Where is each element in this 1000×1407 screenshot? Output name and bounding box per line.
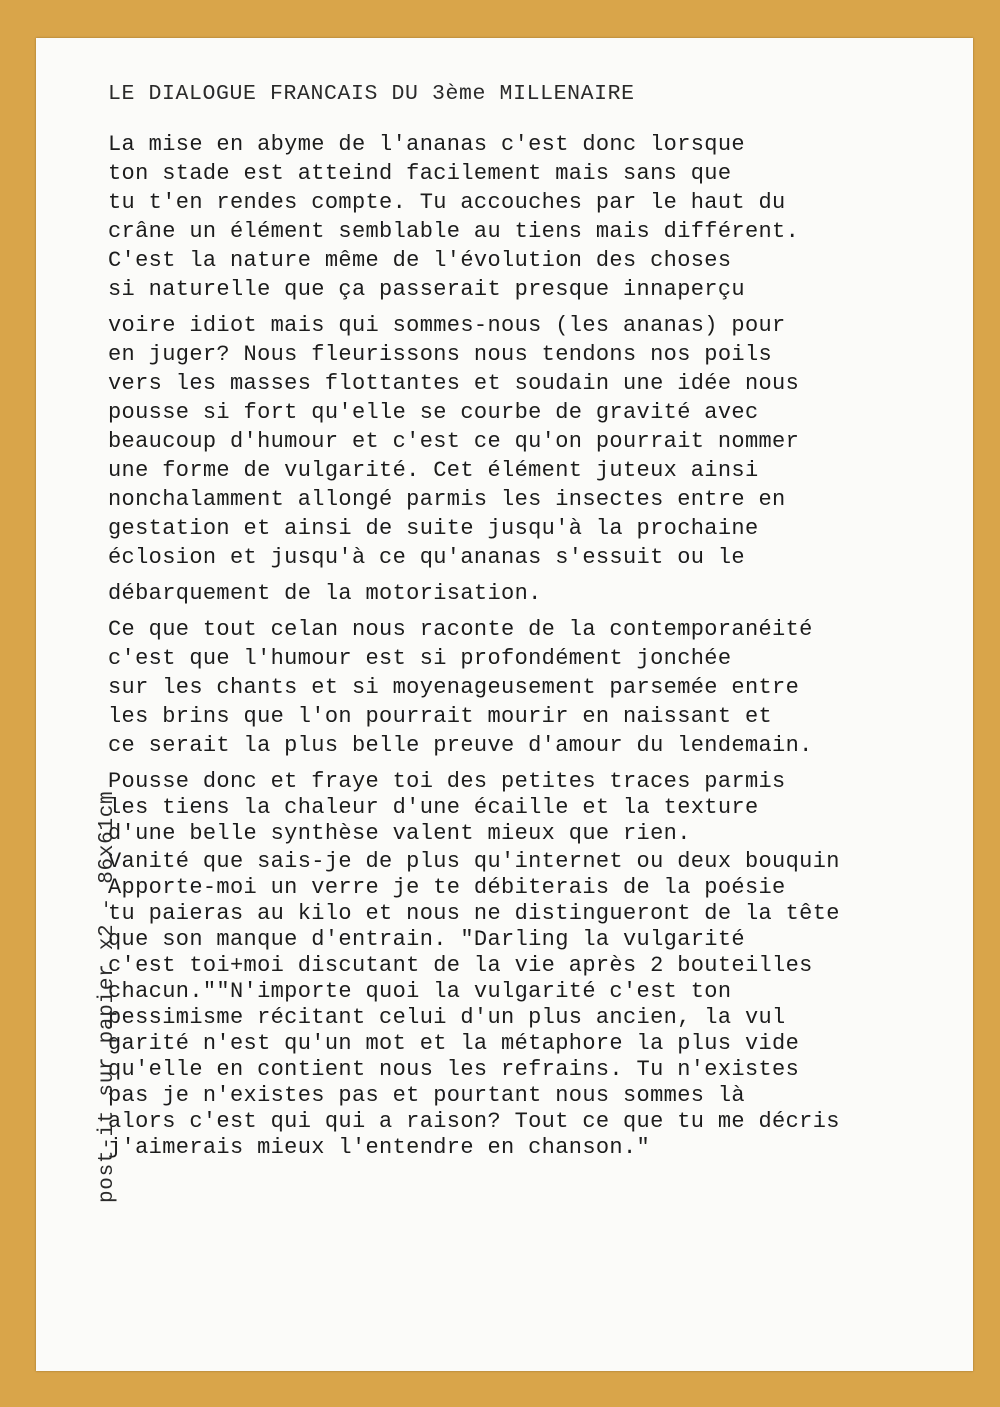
text-line: les tiens la chaleur d'une écaille et la texture xyxy=(108,795,759,820)
text-line: nonchalamment allongé parmis les insectes entre en xyxy=(108,487,786,512)
text-line: une forme de vulgarité. Cet élément juteux ainsi xyxy=(108,458,759,483)
text-line: ce serait la plus belle preuve d'amour du lendemain. xyxy=(108,733,813,758)
text-line: La mise en abyme de l'ananas c'est donc lorsque xyxy=(108,132,745,157)
text-line: pessimisme récitant celui d'un plus ancien, la vul xyxy=(108,1005,786,1030)
text-line: beaucoup d'humour et c'est ce qu'on pourrait nommer xyxy=(108,429,800,454)
text-line: pas je n'existes pas et pourtant nous sommes là xyxy=(108,1083,745,1108)
document-title: LE DIALOGUE FRANCAIS DU 3ème MILLENAIRE xyxy=(108,82,635,106)
text-line: Vanité que sais-je de plus qu'internet ou deux bouquin xyxy=(108,849,840,874)
text-line: que son manque d'entrain. "Darling la vulgarité xyxy=(108,927,745,952)
text-line: c'est que l'humour est si profondément jonchée xyxy=(108,646,732,671)
text-line: vers les masses flottantes et soudain une idée nous xyxy=(108,371,800,396)
text-line: en juger? Nous fleurissons nous tendons nos poils xyxy=(108,342,773,367)
text-line: débarquement de la motorisation. xyxy=(108,581,542,606)
text-line: C'est la nature même de l'évolution des choses xyxy=(108,248,732,273)
text-line: garité n'est qu'un mot et la métaphore la plus vide xyxy=(108,1031,800,1056)
text-line: pousse si fort qu'elle se courbe de gravité avec xyxy=(108,400,759,425)
text-line: d'une belle synthèse valent mieux que rien. xyxy=(108,821,691,846)
text-line: tu t'en rendes compte. Tu accouches par le haut du xyxy=(108,190,786,215)
text-line: les brins que l'on pourrait mourir en naissant et xyxy=(108,704,773,729)
text-line: alors c'est qui qui a raison? Tout ce que tu me décris xyxy=(108,1109,840,1134)
side-caption: post-it sur papier x2 - 86x61cm xyxy=(96,790,119,1203)
text-line: qu'elle en contient nous les refrains. Tu n'existes xyxy=(108,1057,800,1082)
text-line: ton stade est atteind facilement mais sans que xyxy=(108,161,732,186)
text-line: voire idiot mais qui sommes-nous (les ananas) pour xyxy=(108,313,786,338)
paper-sheet xyxy=(36,38,973,1371)
text-line: sur les chants et si moyenageusement parsemée entre xyxy=(108,675,800,700)
text-line: crâne un élément semblable au tiens mais différent. xyxy=(108,219,800,244)
text-line: c'est toi+moi discutant de la vie après 2 bouteilles xyxy=(108,953,813,978)
text-line: Pousse donc et fraye toi des petites traces parmis xyxy=(108,769,786,794)
text-line: éclosion et jusqu'à ce qu'ananas s'essuit ou le xyxy=(108,545,745,570)
text-line: chacun.""N'importe quoi la vulgarité c'est ton xyxy=(108,979,732,1004)
text-line: si naturelle que ça passerait presque innaperçu xyxy=(108,277,745,302)
text-line: Ce que tout celan nous raconte de la contemporanéité xyxy=(108,617,813,642)
text-line: Apporte-moi un verre je te débiterais de la poésie xyxy=(108,875,786,900)
text-line: j'aimerais mieux l'entendre en chanson." xyxy=(108,1135,651,1160)
text-line: gestation et ainsi de suite jusqu'à la prochaine xyxy=(108,516,759,541)
text-line: tu paieras au kilo et nous ne distingueront de la tête xyxy=(108,901,840,926)
